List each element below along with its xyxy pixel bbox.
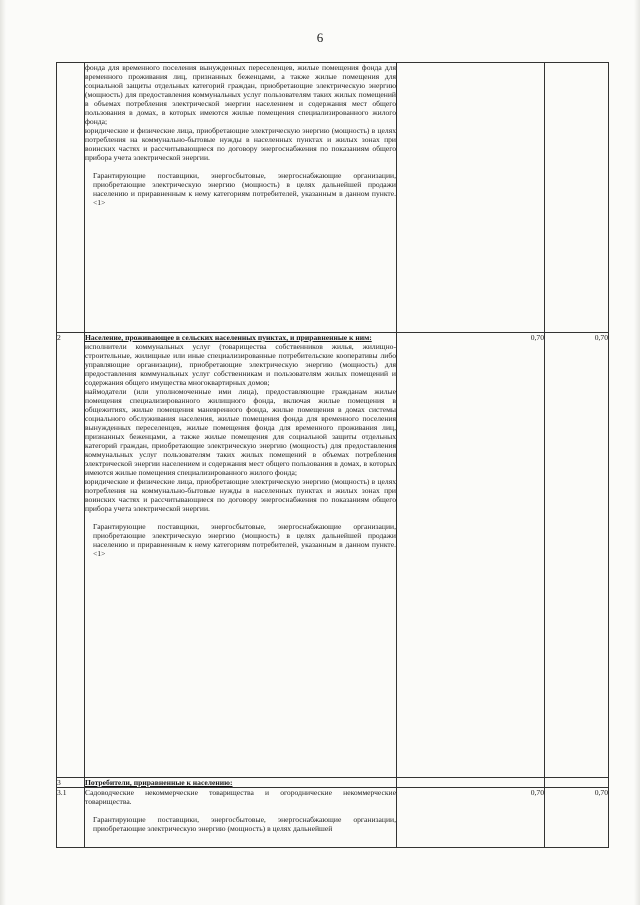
description-paragraph: фонда для временного поселения вынужденных переселенцев, жилые помещения фонда для временного проживания лиц, признанных беженцами, а также жилые помещения для социальной защиты отдельных категорий граждан, приобретающие электрическую энергию (мощность) для предоставления коммунальных услуг пользователям таких жилых помещений в объемах потребления электрической энергии населением и содержания мест общего пользования в домах, в которых имеются жилые помещения специализированного жилого фонда; xyxy=(85,63,396,126)
description-paragraph: Потребители, приравненные к населению: xyxy=(85,778,233,787)
tariff-table-body xyxy=(57,63,609,848)
tariff-value-2 xyxy=(545,778,609,788)
page-number: 6 xyxy=(316,30,324,45)
table-row xyxy=(57,778,609,788)
row-number: 3 xyxy=(57,778,85,788)
row-number: 2 xyxy=(57,333,85,778)
tariff-table xyxy=(56,62,609,848)
description-paragraph: Садоводческие некоммерческие товарищества и огороднические некоммерческие товарищества. xyxy=(85,788,396,806)
scan-edge-left xyxy=(0,0,6,905)
description-paragraph: Гарантирующие поставщики, энергосбытовые, энергоснабжающие организации, приобретающие электрическую энергию (мощность) в целях дальнейшей xyxy=(93,815,396,833)
tariff-value-2: 0,70 xyxy=(545,333,609,778)
tariff-value-2 xyxy=(545,63,609,333)
tariff-value-2: 0,70 xyxy=(545,788,609,848)
tariff-value-1: 0,70 xyxy=(397,788,545,848)
table-row xyxy=(57,788,609,848)
description-paragraph: юридические и физические лица, приобретающие электрическую энергию (мощность) в целях потребления на коммунально-бытовые нужды в населенных пунктах и жилых зонах при воинских частях и рассчитывающиеся по договору энергоснабжения по показаниям общего прибора учета электрической энергии. xyxy=(85,477,396,513)
description-paragraph: Население, проживающее в сельских населенных пунктах, и приравненные к ним: xyxy=(85,333,372,342)
tariff-value-1 xyxy=(397,778,545,788)
row-description xyxy=(85,333,397,778)
row-description xyxy=(85,63,397,333)
table-row xyxy=(57,333,609,778)
table-row xyxy=(57,63,609,333)
description-paragraph: исполнители коммунальных услуг (товарищества собственников жилья, жилищно-строительные, жилищные или иные специализированные потребительские кооперативы либо управляющие организации), приобретающие электрическую энергию (мощность) для предоставления коммунальных услуг собственникам и пользователям жилых помещений и содержания общего имущества многоквартирных домов; xyxy=(85,342,396,387)
description-paragraph: наймодатели (или уполномоченные ими лица), предоставляющие гражданам жилые помещения специализированного жилищного фонда, включая жилые помещения в общежитиях, жилые помещения маневренного фонда, жилые помещения в домах системы социального обслуживания населения, жилые помещения фонда для временного поселения вынужденных переселенцев, жилые помещения фонда для временного проживания лиц, признанных беженцами, а также жилые помещения для социальной защиты отдельных категорий граждан, приобретающие электрическую энергию (мощность) для предоставления коммунальных услуг пользователям таких жилых помещений в объемах потребления электрической энергии населением и содержания мест общего пользования в домах, в которых имеются жилые помещения специализированного жилого фонда; xyxy=(85,387,396,477)
tariff-value-1: 0,70 xyxy=(397,333,545,778)
row-description xyxy=(85,788,397,848)
description-paragraph: юридические и физические лица, приобретающие электрическую энергию (мощность) в целях потребления на коммунально-бытовые нужды в населенных пунктах и жилых зонах при воинских частях и рассчитывающиеся по договору энергоснабжения по показаниям общего прибора учета электрической энергии. xyxy=(85,126,396,162)
description-paragraph: Гарантирующие поставщики, энергосбытовые, энергоснабжающие организации, приобретающие электрическую энергию (мощность) в целях дальнейшей продажи населению и приравненным к нему категориям потребителей, указанным в данном пункте. <1> xyxy=(93,522,396,558)
row-number xyxy=(57,63,85,333)
scan-edge-right xyxy=(634,0,640,905)
row-description xyxy=(85,778,397,788)
tariff-value-1 xyxy=(397,63,545,333)
description-paragraph: Гарантирующие поставщики, энергосбытовые, энергоснабжающие организации, приобретающие электрическую энергию (мощность) в целях дальнейшей продажи населению и приравненным к нему категориям потребителей, указанным в данном пункте. <1> xyxy=(93,171,396,207)
row-number: 3.1 xyxy=(57,788,85,848)
